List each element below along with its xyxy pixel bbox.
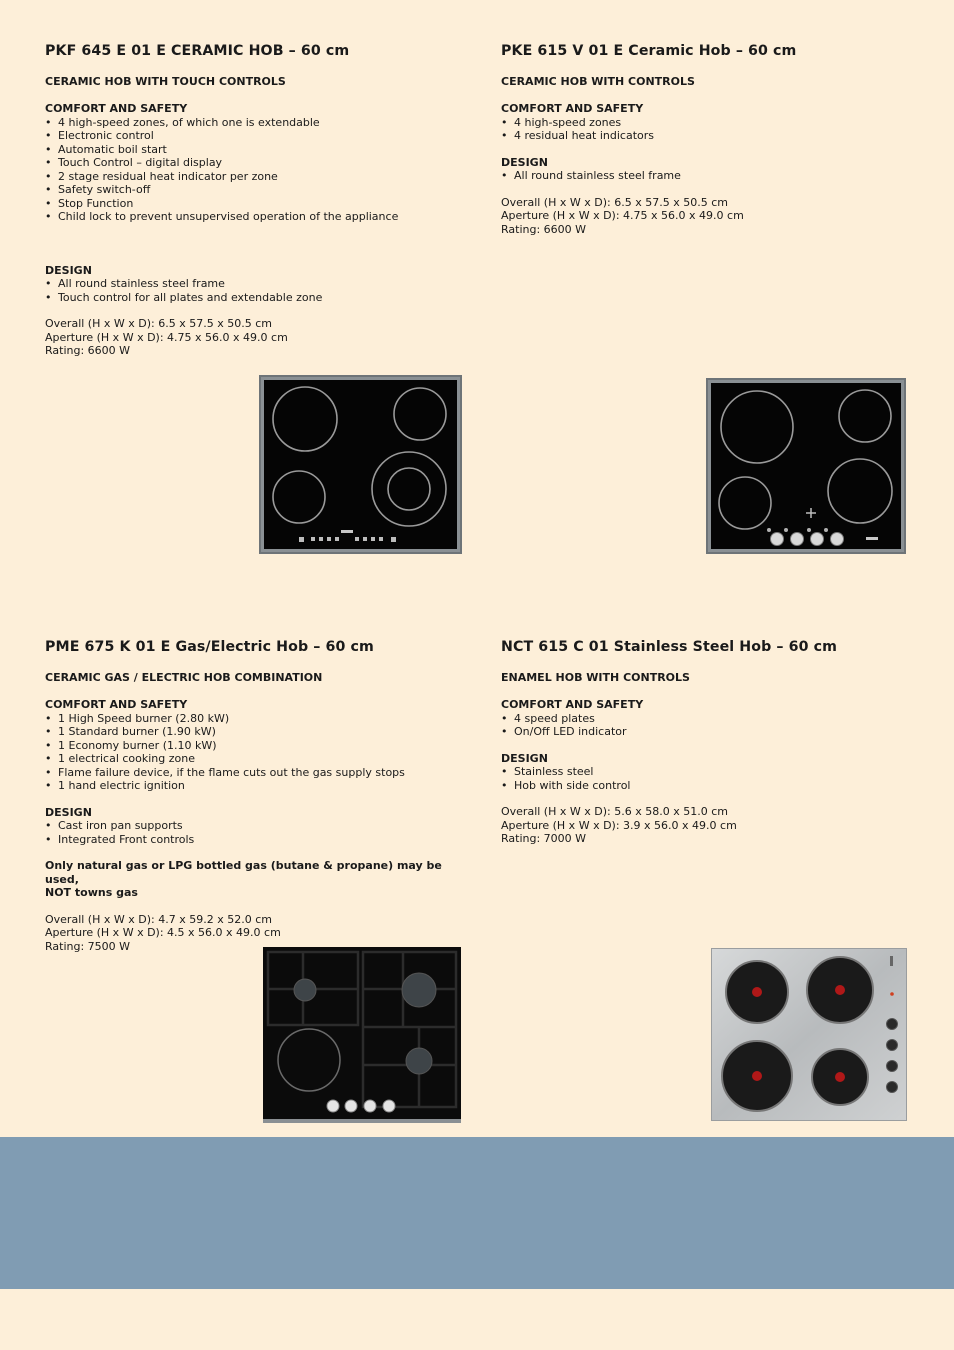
touch-key bbox=[391, 537, 396, 542]
gas-note-line: NOT towns gas bbox=[45, 886, 138, 899]
design-list bbox=[501, 169, 921, 183]
list-item: • Cast iron pan supports bbox=[45, 819, 465, 833]
list-item: • Touch control for all plates and extendable zone bbox=[45, 291, 465, 305]
gas-electric-hob-image bbox=[263, 947, 461, 1123]
list-item: • 1 Economy burner (1.10 kW) bbox=[45, 739, 465, 753]
comfort-list bbox=[45, 116, 465, 224]
list-item: • 1 Standard burner (1.90 kW) bbox=[45, 725, 465, 739]
touch-key bbox=[299, 537, 304, 542]
ceramic-hob-knobs-image bbox=[706, 378, 906, 554]
indicator-light bbox=[824, 528, 828, 532]
footer-band bbox=[0, 1137, 954, 1289]
touch-key bbox=[311, 537, 315, 541]
overall-dimensions: Overall (H x W x D): 5.6 x 58.0 x 51.0 cm bbox=[501, 805, 728, 818]
product-subtitle: CERAMIC HOB WITH CONTROLS bbox=[501, 75, 695, 88]
comfort-heading: COMFORT AND SAFETY bbox=[45, 698, 188, 711]
design-heading: DESIGN bbox=[501, 751, 548, 765]
side-control-knob bbox=[887, 1061, 898, 1072]
list-item: • 2 stage residual heat indicator per zone bbox=[45, 170, 465, 184]
list-item: • Hob with side control bbox=[501, 779, 921, 793]
list-item: • Flame failure device, if the flame cuts out the gas supply stops bbox=[45, 766, 465, 780]
brand-logo bbox=[890, 956, 893, 966]
list-item: • All round stainless steel frame bbox=[501, 169, 921, 183]
list-item: • 1 High Speed burner (2.80 kW) bbox=[45, 712, 465, 726]
spec-block bbox=[501, 805, 921, 846]
product-subtitle: CERAMIC HOB WITH TOUCH CONTROLS bbox=[45, 75, 286, 88]
product-title: PKE 615 V 01 E Ceramic Hob – 60 cm bbox=[501, 43, 797, 59]
on-off-led-indicator bbox=[890, 992, 894, 996]
product-pkf645 bbox=[45, 43, 465, 358]
product-subtitle: ENAMEL HOB WITH CONTROLS bbox=[501, 671, 690, 684]
overall-dimensions: Overall (H x W x D): 6.5 x 57.5 x 50.5 cm bbox=[45, 317, 272, 330]
list-item: • All round stainless steel frame bbox=[45, 277, 465, 291]
control-knob bbox=[771, 533, 784, 546]
touch-key bbox=[379, 537, 383, 541]
list-item: • Stainless steel bbox=[501, 765, 921, 779]
indicator-light bbox=[784, 528, 788, 532]
control-knob bbox=[327, 1100, 339, 1112]
spec-block bbox=[45, 317, 465, 358]
product-subtitle: CERAMIC GAS / ELECTRIC HOB COMBINATION bbox=[45, 671, 323, 684]
gas-note bbox=[45, 859, 465, 900]
touch-key bbox=[327, 537, 331, 541]
touch-key bbox=[371, 537, 375, 541]
design-list bbox=[45, 819, 465, 846]
plate-red-dot bbox=[835, 985, 845, 995]
list-item: • 4 residual heat indicators bbox=[501, 129, 921, 143]
list-item: • 1 electrical cooking zone bbox=[45, 752, 465, 766]
overall-dimensions: Overall (H x W x D): 6.5 x 57.5 x 50.5 cm bbox=[501, 195, 728, 209]
touch-key bbox=[355, 537, 359, 541]
standard-burner bbox=[406, 1048, 432, 1074]
gas-note-line: Only natural gas or LPG bottled gas (butane & propane) may be used, bbox=[45, 859, 442, 886]
product-title: PME 675 K 01 E Gas/Electric Hob – 60 cm bbox=[45, 639, 374, 655]
product-nct615 bbox=[501, 639, 921, 846]
list-item: • Touch Control – digital display bbox=[45, 156, 465, 170]
power-rating: Rating: 6600 W bbox=[501, 222, 587, 236]
control-knob bbox=[345, 1100, 357, 1112]
spec-block bbox=[501, 196, 921, 237]
comfort-heading: COMFORT AND SAFETY bbox=[45, 102, 188, 115]
side-control-knob bbox=[887, 1040, 898, 1051]
aperture-dimensions: Aperture (H x W x D): 4.5 x 56.0 x 49.0 cm bbox=[45, 926, 281, 939]
list-item: • 4 high-speed zones, of which one is extendable bbox=[45, 116, 465, 130]
control-knob bbox=[811, 533, 824, 546]
product-title: NCT 615 C 01 Stainless Steel Hob – 60 cm bbox=[501, 639, 838, 655]
power-rating: Rating: 7500 W bbox=[45, 939, 131, 953]
design-heading: DESIGN bbox=[501, 155, 548, 169]
aperture-dimensions: Aperture (H x W x D): 3.9 x 56.0 x 49.0 cm bbox=[501, 818, 737, 832]
power-rating: Rating: 7000 W bbox=[501, 832, 587, 845]
high-speed-burner bbox=[402, 973, 436, 1007]
hob-glass bbox=[711, 383, 901, 549]
comfort-list bbox=[501, 116, 921, 143]
product-pme675 bbox=[45, 639, 465, 953]
list-item: • 4 high-speed zones bbox=[501, 116, 921, 130]
touch-key bbox=[335, 537, 339, 541]
comfort-heading: COMFORT AND SAFETY bbox=[501, 698, 644, 711]
plate-red-dot bbox=[752, 987, 762, 997]
stainless-steel-hob-image bbox=[711, 948, 907, 1121]
indicator-light bbox=[767, 528, 771, 532]
brand-logo bbox=[866, 537, 878, 540]
control-knob bbox=[383, 1100, 395, 1112]
indicator-light bbox=[807, 528, 811, 532]
design-heading: DESIGN bbox=[45, 805, 92, 819]
brand-logo bbox=[341, 530, 353, 533]
comfort-list bbox=[45, 712, 465, 793]
list-item: • Safety switch-off bbox=[45, 183, 465, 197]
design-list bbox=[45, 277, 465, 304]
control-knob bbox=[364, 1100, 376, 1112]
list-item: • Integrated Front controls bbox=[45, 833, 465, 847]
ceramic-hob-touch-image bbox=[259, 375, 462, 554]
control-knob bbox=[791, 533, 804, 546]
design-heading: DESIGN bbox=[45, 263, 92, 277]
plate-red-dot bbox=[835, 1072, 845, 1082]
overall-dimensions: Overall (H x W x D): 4.7 x 59.2 x 52.0 cm bbox=[45, 912, 272, 926]
list-item: • On/Off LED indicator bbox=[501, 725, 921, 739]
product-title: PKF 645 E 01 E CERAMIC HOB – 60 cm bbox=[45, 43, 350, 59]
side-control-knob bbox=[887, 1082, 898, 1093]
list-item: • Stop Function bbox=[45, 197, 465, 211]
comfort-heading: COMFORT AND SAFETY bbox=[501, 102, 644, 115]
plate-red-dot bbox=[752, 1071, 762, 1081]
product-pke615 bbox=[501, 43, 921, 236]
aperture-dimensions: Aperture (H x W x D): 4.75 x 56.0 x 49.0 cm bbox=[501, 209, 744, 222]
list-item: • 4 speed plates bbox=[501, 712, 921, 726]
side-control-knob bbox=[887, 1019, 898, 1030]
hob-front-edge bbox=[263, 1119, 461, 1123]
list-item: • Automatic boil start bbox=[45, 143, 465, 157]
list-item: • 1 hand electric ignition bbox=[45, 779, 465, 793]
hob-glass bbox=[264, 380, 457, 549]
comfort-list bbox=[501, 712, 921, 739]
design-list bbox=[501, 765, 921, 792]
economy-burner bbox=[294, 979, 316, 1001]
list-item: • Electronic control bbox=[45, 129, 465, 143]
list-item: • Child lock to prevent unsupervised operation of the appliance bbox=[45, 210, 465, 224]
control-knob bbox=[831, 533, 844, 546]
touch-key bbox=[363, 537, 367, 541]
power-rating: Rating: 6600 W bbox=[45, 344, 131, 357]
touch-key bbox=[319, 537, 323, 541]
aperture-dimensions: Aperture (H x W x D): 4.75 x 56.0 x 49.0 cm bbox=[45, 330, 288, 344]
